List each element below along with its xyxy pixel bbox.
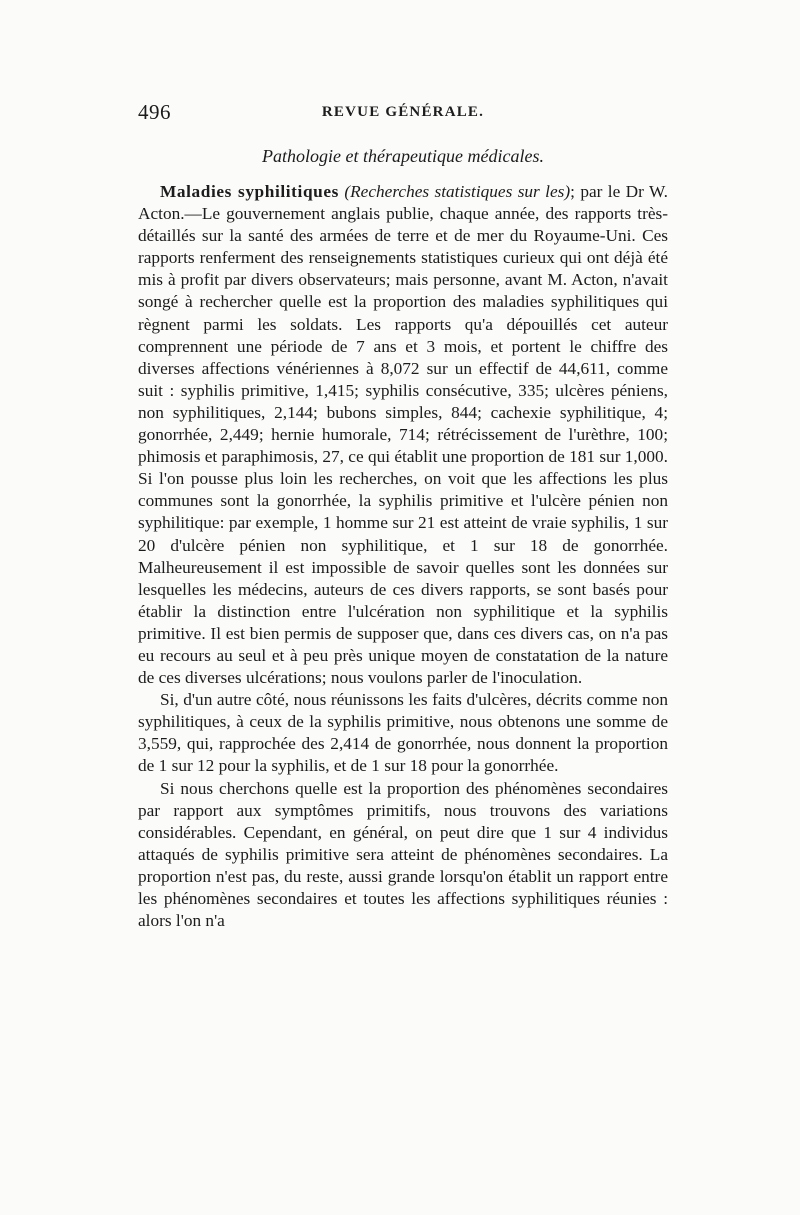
paragraph-1-text: ; par le Dr W. Acton.—Le gouvernement anglais publie, chaque année, des rapports très-détaillés sur la santé des armées de terre et de mer du Royaume-Uni. Ces rapports renferment des renseignements statistiques curieux qui ont déjà été mis à profit par divers observateurs; mais personne, avant M. Acton, n'avait songé à rechercher quelle est la proportion des maladies syphilitiques qui règnent parmi les soldats. Les rapports qu'a dépouillés cet auteur comprennent une période de 7 ans et 3 mois, et portent le chiffre des diverses affections vénériennes à 8,072 sur un effectif de 44,611, comme suit : syphilis primitive, 1,415; syphilis consécutive, 335; ulcères péniens, non syphilitiques, 2,144; bubons simples, 844; cachexie syphilitique, 4; gonorrhée, 2,449; hernie humorale, 714; rétrécissement de l'urèthre, 100; phimosis et paraphimosis, 27, ce qui établit une proportion de 181 sur 1,000. Si l'on pousse plus loin les recherches, on voit que les affections les plus communes sont la gonorrhée, la syphilis primitive et l'ulcère pénien non syphilitique: par exemple, 1 homme sur 21 est atteint de vraie syphilis, 1 sur 20 d'ulcère pénien non syphilitique, et 1 sur 18 de gonorrhée. Malheureusement il est impossible de savoir quelles sont les données sur lesquelles les médecins, auteurs de ces divers rapports, se sont basés pour établir la distinction entre l'ulcération non syphilitique et la syphilis primitive. Il est bien permis de supposer que, dans ces divers cas, on n'a pas eu recours au seul et à peu près unique moyen de constatation de la nature de ces diverses ulcérations; nous voulons parler de l'inoculation. <box>138 182 669 688</box>
section-title: Pathologie et thérapeutique médicales. <box>262 146 544 166</box>
running-head: REVUE GÉNÉRALE. <box>321 104 485 120</box>
paragraph-3: Si nous cherchons quelle est la proportion des phénomènes secondaires par rapport aux symptômes primitifs, nous trouvons des variations considérables. Cependant, en général, on peut dire que 1 sur 4 individus attaqués de syphilis primitive sera atteint de phénomènes secondaires. La proportion n'est pas, du reste, aussi grande lorsqu'on établit un rapport entre les phénomènes secondaires et toutes les affections syphilitiques réunies : alors l'on n'a <box>138 778 668 931</box>
article-lead-title: Maladies syphilitiques <box>160 182 339 201</box>
paragraph-1 <box>138 181 668 689</box>
page-header <box>138 100 668 126</box>
page-number: 496 <box>138 100 171 124</box>
article-subtitle: (Recherches statistiques sur les) <box>344 182 571 201</box>
article-body <box>138 181 668 932</box>
paragraph-2: Si, d'un autre côté, nous réunissons les faits d'ulcères, décrits comme non syphilitiques, à ceux de la syphilis primitive, nous obtenons une somme de 3,559, qui, rapprochée des 2,414 de gonorrhée, nous donnent la proportion de 1 sur 12 pour la syphilis, et de 1 sur 18 pour la gonorrhée. <box>138 690 668 776</box>
